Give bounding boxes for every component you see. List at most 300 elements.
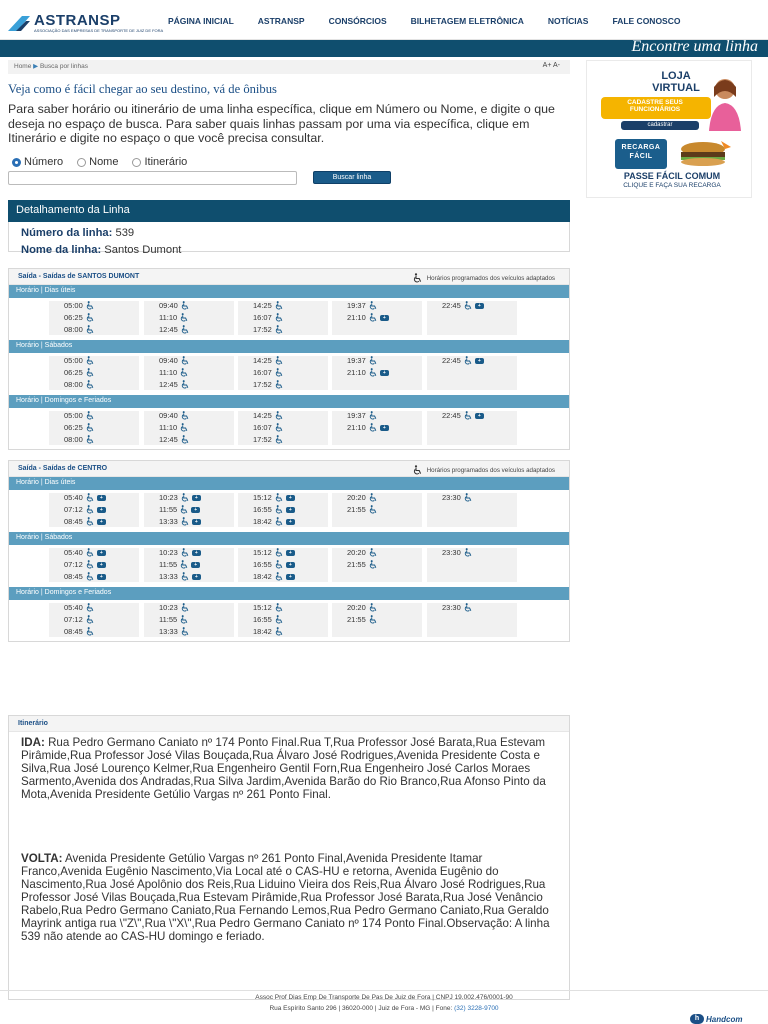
recarga-facil-ad[interactable] <box>597 135 747 193</box>
wheelchair-icon <box>275 356 284 365</box>
radio-itinerario[interactable] <box>132 156 187 168</box>
wheelchair-icon <box>275 603 284 612</box>
wheelchair-icon <box>180 560 189 569</box>
departure-time-value: 08:00 <box>64 380 83 389</box>
departure-time <box>347 411 378 420</box>
departure-time-value: 13:33 <box>159 627 178 636</box>
departure-time-value: 21:10 <box>347 423 366 432</box>
wheelchair-icon <box>275 411 284 420</box>
departure-time <box>159 313 189 322</box>
plus-icon: + <box>380 315 389 321</box>
departure-time-value: 23:30 <box>442 493 461 502</box>
departure-time-value: 05:40 <box>64 603 83 612</box>
departure-time-value: 16:07 <box>253 313 272 322</box>
departure-time <box>64 603 95 612</box>
wheelchair-icon <box>86 493 95 502</box>
footer-address <box>0 1005 768 1012</box>
wheelchair-icon <box>180 615 189 624</box>
departure-time <box>64 301 95 310</box>
wheelchair-icon <box>180 505 189 514</box>
plus-icon: + <box>192 519 201 525</box>
departure-time <box>253 423 284 432</box>
wheelchair-icon <box>181 411 190 420</box>
departure-time-value: 10:23 <box>159 493 178 502</box>
departure-time-value: 14:25 <box>253 356 272 365</box>
departure-time <box>253 517 295 526</box>
wheelchair-icon <box>181 493 190 502</box>
departure-time <box>159 548 201 557</box>
plus-icon: + <box>97 550 106 556</box>
wheelchair-icon <box>369 505 378 514</box>
departure-time <box>159 615 189 624</box>
line-detail-header <box>8 200 570 222</box>
breadcrumb-bar <box>8 60 570 74</box>
departure-time-value: 16:55 <box>253 615 272 624</box>
departure-time <box>64 313 95 322</box>
departure-time <box>253 493 295 502</box>
wheelchair-icon <box>180 368 189 377</box>
itinerary-volta-text: Avenida Presidente Getúlio Vargas nº 261 Ponto Final,Avenida Presidente Itamar Franco,Avenida Eugênio Nascimento,Via Local até o CAS-HU e retorna, Avenida Eugênio do Nascimento,Rua José Apolônio dos Reis,Rua Liduino Vieira dos Reis,Rua Álvaro José Rodrigues,Rua Professor José Vilas Bouçada,Rua Estevam Pirâmide,Rua Professor José Barata,Rua José Venâncio Rabelo,Rua Pedro Germano Caniato,Rua Fernando Lemos,Rua Pedro Germano Caniato,Rua Geraldo Mayrink antiga rua \"Z\",Rua \"X\",Rua Pedro Germano Caniato nº 174 Ponto Final.Observação: A linha 539 não atende ao CAS-HU domingo e feriado. <box>21 852 550 943</box>
woman-photo-icon <box>705 75 745 131</box>
departure-time-value: 19:37 <box>347 356 366 365</box>
departure-time <box>442 411 484 420</box>
departure-time <box>253 603 284 612</box>
banner-title: Encontre uma linha <box>631 38 758 55</box>
itinerary-ida <box>21 736 551 801</box>
schedule-section <box>8 268 570 450</box>
logo-subtitle: ASSOCIAÇÃO DAS EMPRESAS DE TRANSPORTE DE JUIZ DE FORA <box>34 28 164 33</box>
departure-time-value: 21:10 <box>347 313 366 322</box>
wheelchair-icon <box>464 493 473 502</box>
departure-time <box>253 560 295 569</box>
plus-icon: + <box>192 574 201 580</box>
radio-itinerario-label: Itinerário <box>144 156 188 168</box>
departure-time-value: 14:25 <box>253 411 272 420</box>
wheelchair-icon <box>86 517 95 526</box>
page-banner <box>0 40 768 57</box>
logo-arrow-icon <box>8 14 30 32</box>
departure-time <box>159 603 190 612</box>
wheelchair-icon <box>181 603 190 612</box>
itinerary-box <box>8 715 570 1000</box>
departure-time-value: 20:20 <box>347 493 366 502</box>
departure-time <box>347 603 378 612</box>
radio-nome[interactable] <box>77 156 118 168</box>
radio-unselected-icon <box>77 158 86 167</box>
wheelchair-icon <box>86 313 95 322</box>
wheelchair-icon <box>181 301 190 310</box>
nav-bilhetagem-eletronica[interactable]: BILHETAGEM ELETRÔNICA <box>410 16 524 26</box>
wheelchair-icon <box>369 356 378 365</box>
wheelchair-icon <box>275 548 284 557</box>
plus-icon: + <box>286 550 295 556</box>
schedule-section-header <box>9 461 569 477</box>
departure-time-value: 20:20 <box>347 548 366 557</box>
departure-time <box>64 517 106 526</box>
departure-time-value: 17:52 <box>253 435 272 444</box>
ad-loja-virtual-title: LOJA VIRTUAL <box>652 70 700 94</box>
plus-icon: + <box>286 495 295 501</box>
nav-consorcios[interactable]: CONSÓRCIOS <box>328 16 387 26</box>
nav-noticias[interactable]: NOTÍCIAS <box>547 16 589 26</box>
departure-time-value: 08:45 <box>64 627 83 636</box>
font-size-controls[interactable]: A+ A- <box>542 62 560 69</box>
departure-time <box>159 505 200 514</box>
schedule-section-title: Saída - Saídas de SANTOS DUMONT <box>18 273 140 280</box>
departure-time <box>159 325 190 334</box>
wheelchair-icon <box>275 380 284 389</box>
departure-time <box>64 627 95 636</box>
wheelchair-icon <box>86 505 95 514</box>
plus-icon: + <box>192 550 201 556</box>
wheelchair-icon <box>181 572 190 581</box>
departure-time <box>253 435 284 444</box>
schedule-day-label: Horário | Sábados <box>16 342 73 349</box>
wheelchair-icon <box>275 505 284 514</box>
wheelchair-icon <box>369 301 378 310</box>
departure-time <box>64 572 106 581</box>
footer-phone[interactable]: (32) 3228-9700 <box>454 1005 499 1012</box>
search-input[interactable] <box>8 171 297 185</box>
departure-time <box>253 615 284 624</box>
line-number-row <box>21 227 134 239</box>
departure-time-value: 11:10 <box>159 423 178 432</box>
schedule-section <box>8 460 570 642</box>
food-icon <box>673 141 731 167</box>
plus-icon: + <box>192 495 201 501</box>
departure-time-value: 18:42 <box>253 517 272 526</box>
departure-time-value: 05:40 <box>64 493 83 502</box>
departure-time <box>253 572 295 581</box>
breadcrumb-home[interactable]: Home <box>14 63 32 70</box>
wheelchair-icon <box>369 603 378 612</box>
departure-time-value: 19:37 <box>347 411 366 420</box>
wheelchair-icon <box>275 517 284 526</box>
departure-time <box>442 301 484 310</box>
departure-time-value: 21:55 <box>347 615 366 624</box>
departure-time <box>347 505 378 514</box>
departure-time <box>159 627 190 636</box>
schedule-grid <box>9 545 569 585</box>
wheelchair-icon <box>369 411 378 420</box>
departure-time <box>253 411 284 420</box>
ad-recarga-card-text: RECARGA FÁCIL <box>621 144 661 160</box>
radio-selected-icon <box>12 158 21 167</box>
plus-icon: + <box>191 507 200 513</box>
departure-time-value: 16:55 <box>253 505 272 514</box>
line-detail-title: Detalhamento da Linha <box>16 204 130 216</box>
departure-time-value: 08:45 <box>64 517 83 526</box>
itinerary-ida-label: IDA: <box>21 736 45 749</box>
departure-time-value: 11:10 <box>159 313 178 322</box>
itinerary-volta <box>21 852 551 943</box>
wheelchair-icon <box>275 572 284 581</box>
departure-time <box>347 615 378 624</box>
schedule-day-header <box>9 477 569 490</box>
footer-divider <box>0 990 768 991</box>
wheelchair-icon <box>181 548 190 557</box>
wheelchair-icon <box>275 435 284 444</box>
departure-time-value: 22:45 <box>442 356 461 365</box>
departure-time <box>159 411 190 420</box>
departure-time-value: 15:12 <box>253 603 272 612</box>
search-type-options <box>12 156 201 168</box>
departure-time-value: 10:23 <box>159 548 178 557</box>
search-button[interactable]: Buscar linha <box>313 171 391 184</box>
schedule-grid <box>9 298 569 338</box>
wheelchair-icon <box>181 380 190 389</box>
wheelchair-icon <box>86 411 95 420</box>
departure-time <box>159 423 189 432</box>
radio-numero[interactable] <box>12 156 63 168</box>
radio-numero-label: Número <box>24 156 64 168</box>
plus-icon: + <box>475 413 484 419</box>
schedule-day-header <box>9 340 569 353</box>
wheelchair-icon <box>86 615 95 624</box>
departure-time <box>64 615 95 624</box>
wheelchair-icon <box>369 423 378 432</box>
departure-time <box>253 505 295 514</box>
line-detail-box <box>8 200 570 256</box>
line-name-value: Santos Dumont <box>104 244 182 256</box>
plus-icon: + <box>97 495 106 501</box>
intro-text: Para saber horário ou itinerário de uma linha específica, clique em Número ou Nome, e digite o que deseja no espaço de busca. Para saber quais linhas passam por uma via específica, clique em Itinerário e digite no espaço o que você precisa consultar. <box>8 102 555 145</box>
ad-recarga-subtitle: CLIQUE E FAÇA SUA RECARGA <box>623 182 721 189</box>
departure-time-value: 05:00 <box>64 301 83 310</box>
departure-time <box>64 560 106 569</box>
wheelchair-icon <box>86 435 95 444</box>
departure-time-value: 09:40 <box>159 356 178 365</box>
plus-icon: + <box>475 303 484 309</box>
departure-time-value: 11:10 <box>159 368 178 377</box>
wheelchair-icon <box>180 423 189 432</box>
line-name-label: Nome da linha: <box>21 244 102 256</box>
nav-pagina-inicial[interactable]: PÁGINA INICIAL <box>168 16 234 26</box>
departure-time <box>159 517 201 526</box>
handcom-logo-icon: h <box>690 1014 704 1024</box>
ad-cadastre-text: CADASTRE SEUS FUNCIONÁRIOS <box>627 99 683 113</box>
departure-time <box>64 505 106 514</box>
nav-fale-conosco[interactable]: FALE CONOSCO <box>612 16 681 26</box>
line-number-value: 539 <box>115 227 135 239</box>
breadcrumb-current: Busca por linhas <box>39 63 89 70</box>
main-nav <box>168 16 704 30</box>
wheelchair-icon <box>86 560 95 569</box>
departure-time-value: 16:07 <box>253 423 272 432</box>
wheelchair-icon <box>86 380 95 389</box>
plus-icon: + <box>475 358 484 364</box>
departure-time <box>64 356 95 365</box>
departure-time-value: 05:40 <box>64 548 83 557</box>
itinerary-volta-label: VOLTA: <box>21 852 63 865</box>
departure-time-value: 18:42 <box>253 572 272 581</box>
schedule-day-label: Horário | Sábados <box>16 534 73 541</box>
schedule-day-header <box>9 532 569 545</box>
plus-icon: + <box>286 574 295 580</box>
departure-time-value: 17:52 <box>253 325 272 334</box>
departure-time-value: 21:55 <box>347 505 366 514</box>
wheelchair-icon <box>275 493 284 502</box>
handcom-credit[interactable] <box>690 1013 742 1024</box>
departure-time <box>347 423 389 432</box>
wheelchair-icon <box>413 273 423 283</box>
departure-time-value: 15:12 <box>253 548 272 557</box>
wheelchair-icon <box>86 627 95 636</box>
wheelchair-icon <box>369 493 378 502</box>
departure-time <box>347 548 378 557</box>
wheelchair-icon <box>464 411 473 420</box>
logo-text: ASTRANSP <box>34 12 121 29</box>
plus-icon: + <box>191 562 200 568</box>
wheelchair-icon <box>181 356 190 365</box>
sidebar-ads <box>586 60 752 198</box>
departure-time <box>442 603 473 612</box>
departure-time-value: 11:55 <box>159 560 178 569</box>
footer-company: Assoc Prof Dias Emp De Transporte De Pas De Juiz de Fora | CNPJ 19.002.476/0001-90 <box>255 994 513 1001</box>
radio-unselected-icon <box>132 158 141 167</box>
wheelchair-icon <box>181 435 190 444</box>
departure-time <box>347 493 378 502</box>
departure-time <box>159 560 200 569</box>
breadcrumb <box>14 62 88 70</box>
footer-address-text: Rua Espírito Santo 296 | 36020-000 | Juiz de Fora - MG | Fone: <box>269 1005 453 1012</box>
adapted-vehicles-note <box>413 465 555 475</box>
schedule-day-header <box>9 285 569 298</box>
departure-time <box>64 380 95 389</box>
wheelchair-icon <box>369 313 378 322</box>
departure-time <box>64 548 106 557</box>
departure-time-value: 07:12 <box>64 560 83 569</box>
schedule-grid <box>9 408 569 448</box>
departure-time-value: 17:52 <box>253 380 272 389</box>
departure-time-value: 07:12 <box>64 615 83 624</box>
schedule-section-title: Saída - Saídas de CENTRO <box>18 465 108 472</box>
wheelchair-icon <box>180 313 189 322</box>
line-number-label: Número da linha: <box>21 227 113 239</box>
departure-time <box>64 435 95 444</box>
schedule-grid <box>9 353 569 393</box>
departure-time <box>253 356 284 365</box>
departure-time <box>442 548 473 557</box>
plus-icon: + <box>286 562 295 568</box>
nav-astransp[interactable]: ASTRANSP <box>257 16 305 26</box>
plus-icon: + <box>97 519 106 525</box>
departure-time-value: 12:45 <box>159 380 178 389</box>
site-header <box>0 0 768 40</box>
handcom-text: Handcom <box>706 1014 743 1024</box>
page-heading: Veja como é fácil chegar ao seu destino, vá de ônibus <box>8 82 277 96</box>
schedule-day-label: Horário | Dias úteis <box>16 479 76 486</box>
wheelchair-icon <box>464 356 473 365</box>
departure-time <box>253 301 284 310</box>
departure-time <box>347 313 389 322</box>
line-name-row <box>21 244 181 256</box>
adapted-vehicles-text: Horários programados dos veículos adaptados <box>426 466 555 474</box>
departure-time <box>253 627 284 636</box>
departure-time <box>253 313 284 322</box>
plus-icon: + <box>97 507 106 513</box>
departure-time <box>159 572 201 581</box>
breadcrumb-arrow-icon: ▶ <box>33 63 40 70</box>
departure-time-value: 23:30 <box>442 603 461 612</box>
departure-time <box>64 493 106 502</box>
departure-time-value: 16:07 <box>253 368 272 377</box>
wheelchair-icon <box>413 465 423 475</box>
wheelchair-icon <box>86 325 95 334</box>
wheelchair-icon <box>369 560 378 569</box>
schedule-grid <box>9 490 569 530</box>
departure-time-value: 09:40 <box>159 411 178 420</box>
ad-cadastrar-button[interactable]: cadastrar <box>621 121 699 130</box>
departure-time <box>159 368 189 377</box>
departure-time-value: 13:33 <box>159 517 178 526</box>
departure-time-value: 16:55 <box>253 560 272 569</box>
schedule-day-label: Horário | Domingos e Feriados <box>16 397 112 404</box>
wheelchair-icon <box>275 325 284 334</box>
departure-time-value: 14:25 <box>253 301 272 310</box>
departure-time-value: 20:20 <box>347 603 366 612</box>
wheelchair-icon <box>86 356 95 365</box>
wheelchair-icon <box>464 548 473 557</box>
departure-time-value: 11:55 <box>159 615 178 624</box>
departure-time <box>347 301 378 310</box>
departure-time-value: 05:00 <box>64 356 83 365</box>
wheelchair-icon <box>275 627 284 636</box>
departure-time <box>159 356 190 365</box>
wheelchair-icon <box>275 301 284 310</box>
departure-time-value: 19:37 <box>347 301 366 310</box>
departure-time <box>159 493 201 502</box>
wheelchair-icon <box>275 423 284 432</box>
loja-virtual-ad[interactable] <box>595 67 747 131</box>
schedule-day-header <box>9 395 569 408</box>
schedule-day-header <box>9 587 569 600</box>
departure-time-value: 08:45 <box>64 572 83 581</box>
wheelchair-icon <box>86 548 95 557</box>
departure-time-value: 06:25 <box>64 368 83 377</box>
astransp-logo[interactable] <box>8 12 164 33</box>
departure-time-value: 07:12 <box>64 505 83 514</box>
itinerary-ida-text: Rua Pedro Germano Caniato nº 174 Ponto Final.Rua T,Rua Professor José Barata,Rua Estevam Pirâmide,Rua Professor José Vilas Bouçada,Rua Álvaro José Rodrigues,Avenida Presidente Costa e Silva,Rua José Lourenço Kelmer,Rua Engenheiro Gentil Forn,Rua Engenheiro José Carlos Moraes Sarmento,Avenida dos Andradas,Rua Silva Jardim,Avenida Barão do Rio Branco,Rua Afonso Pinto da Mota,Avenida Presidente Getúlio Vargas nº 261 Ponto Final. <box>21 736 546 801</box>
departure-time-value: 05:00 <box>64 411 83 420</box>
departure-time <box>253 548 295 557</box>
wheelchair-icon <box>369 368 378 377</box>
wheelchair-icon <box>464 301 473 310</box>
departure-time-value: 08:00 <box>64 325 83 334</box>
plus-icon: + <box>380 370 389 376</box>
adapted-vehicles-note <box>413 273 555 283</box>
departure-time <box>253 380 284 389</box>
departure-time-value: 22:45 <box>442 301 461 310</box>
departure-time-value: 08:00 <box>64 435 83 444</box>
wheelchair-icon <box>369 615 378 624</box>
wheelchair-icon <box>86 368 95 377</box>
wheelchair-icon <box>86 603 95 612</box>
schedule-day-label: Horário | Dias úteis <box>16 287 76 294</box>
departure-time <box>64 423 95 432</box>
departure-time-value: 21:10 <box>347 368 366 377</box>
wheelchair-icon <box>86 572 95 581</box>
schedule-section-header <box>9 269 569 285</box>
wheelchair-icon <box>181 325 190 334</box>
departure-time-value: 15:12 <box>253 493 272 502</box>
wheelchair-icon <box>369 548 378 557</box>
plus-icon: + <box>97 574 106 580</box>
wheelchair-icon <box>86 301 95 310</box>
wheelchair-icon <box>275 615 284 624</box>
departure-time-value: 18:42 <box>253 627 272 636</box>
schedule-grid <box>9 600 569 640</box>
